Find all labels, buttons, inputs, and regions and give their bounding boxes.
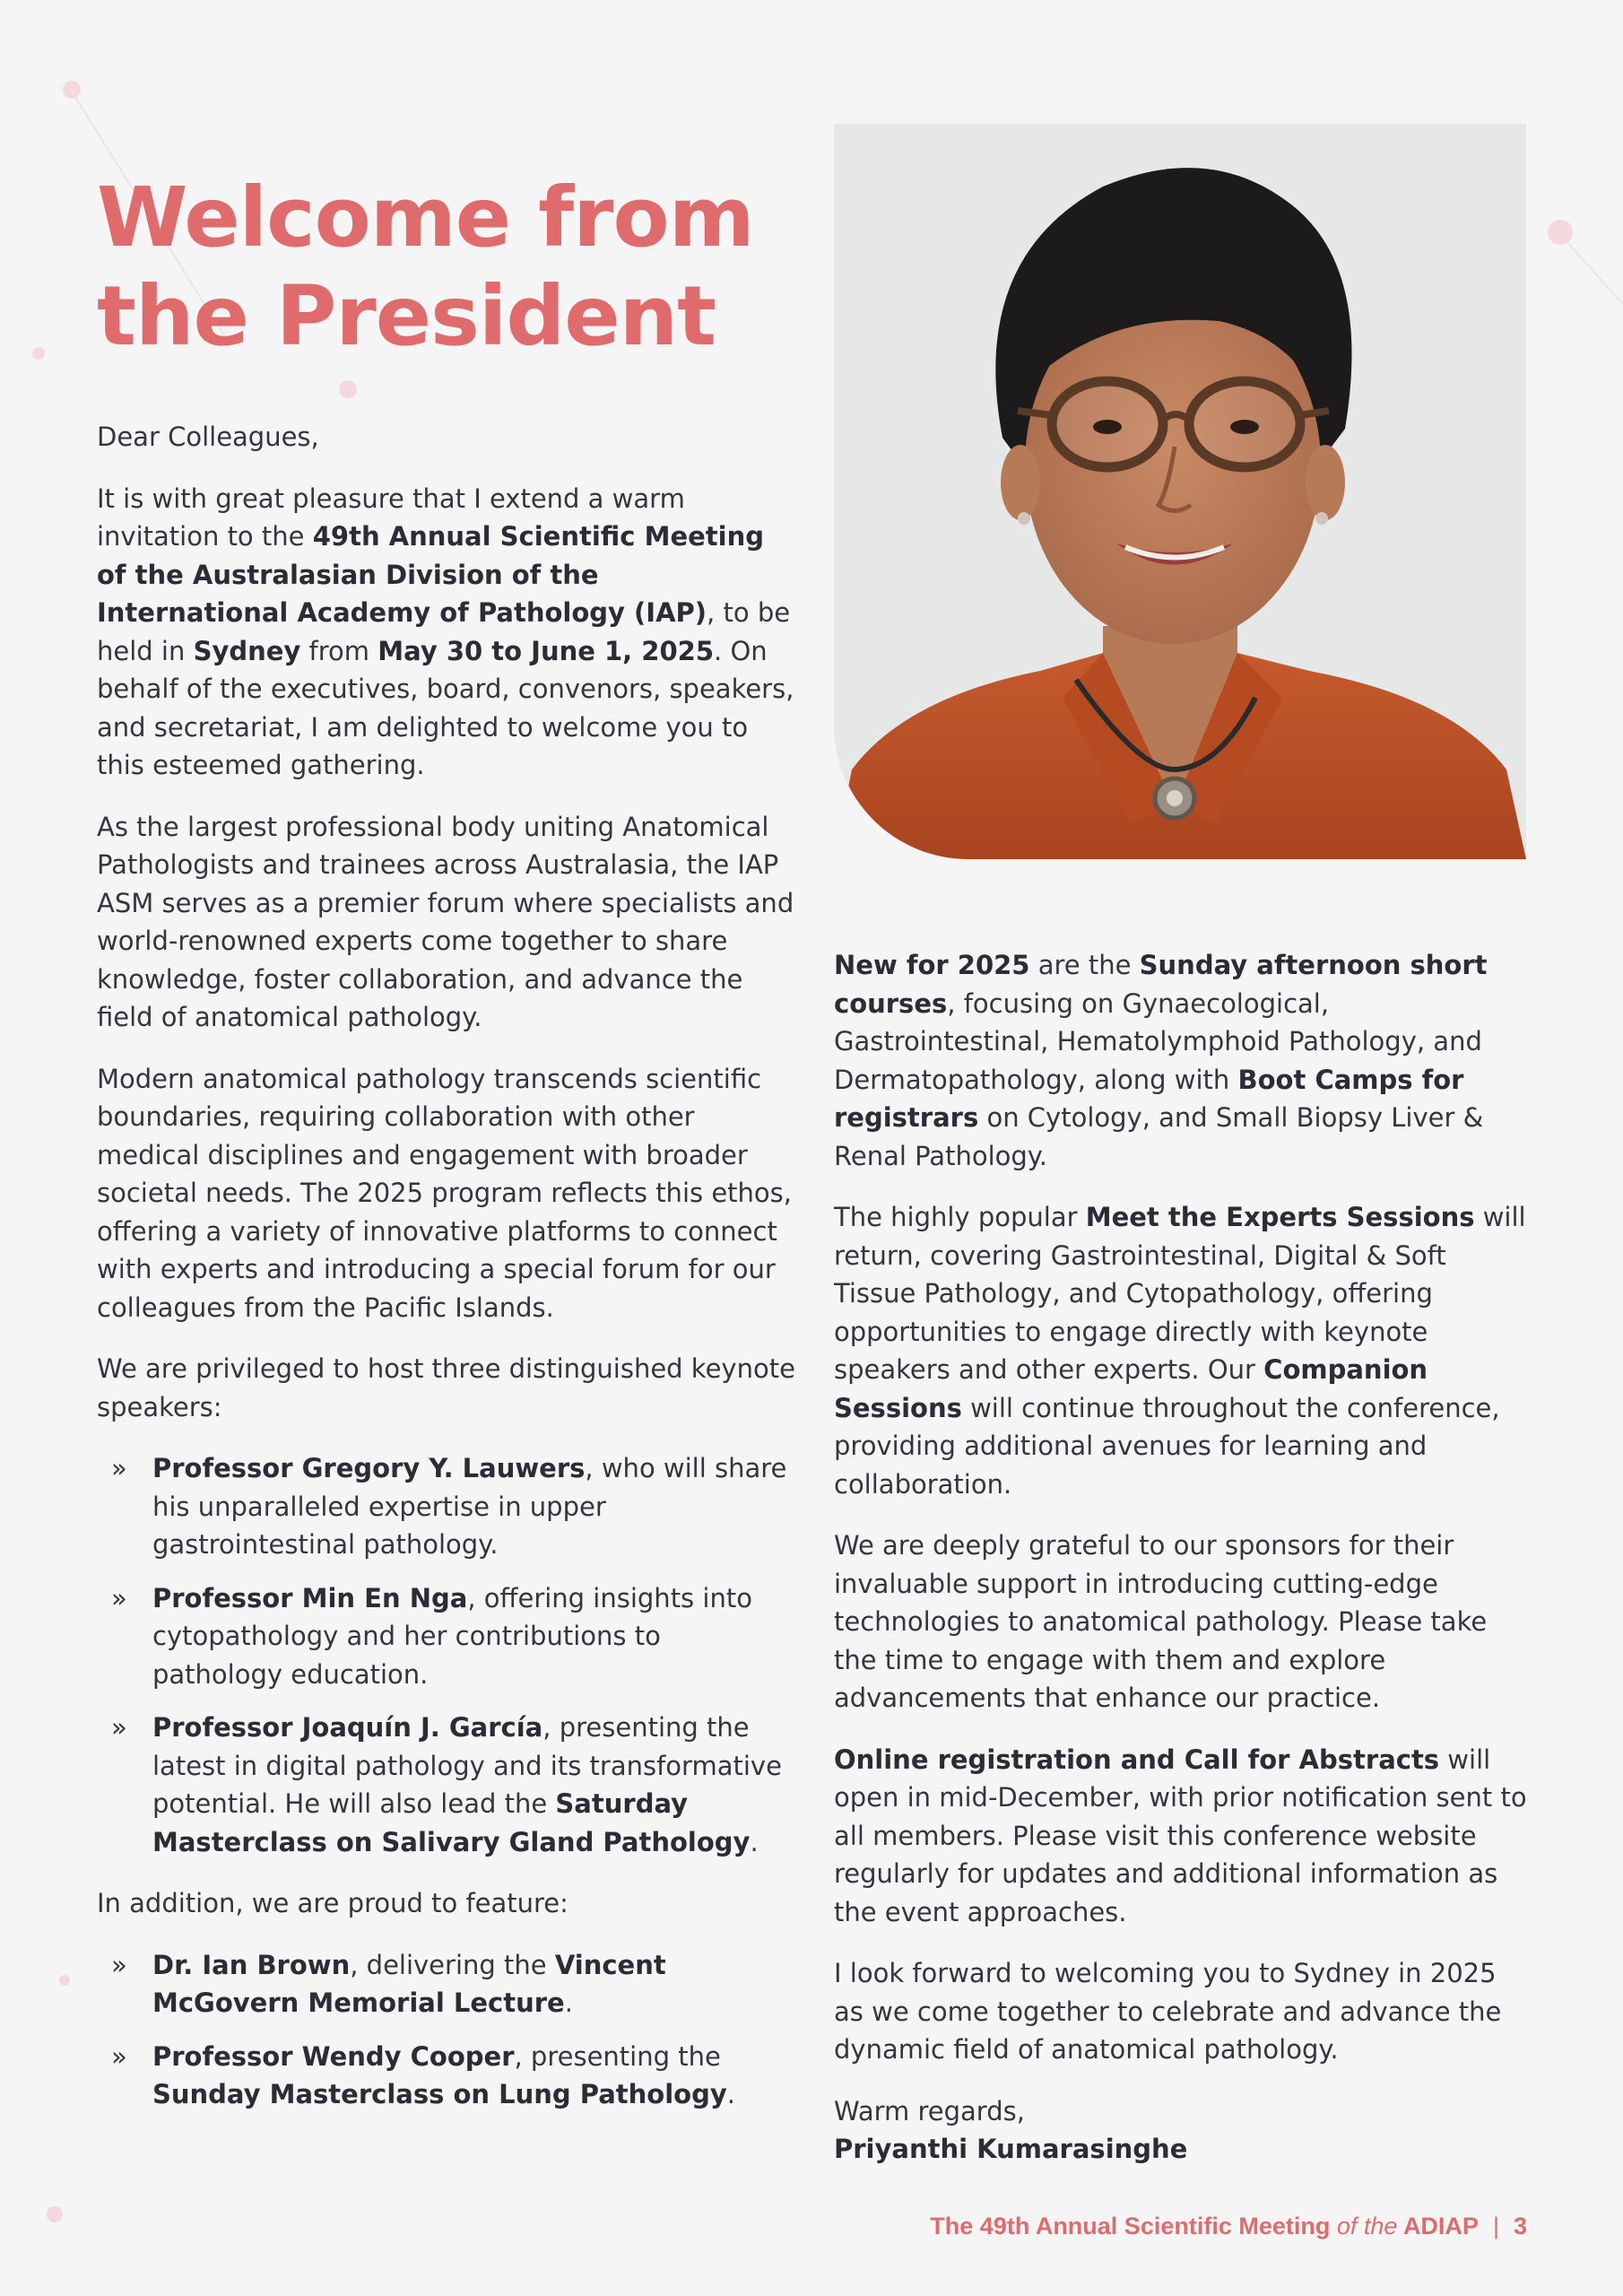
salutation: Dear Colleagues, xyxy=(97,422,319,452)
list-item xyxy=(97,2038,796,2114)
signoff xyxy=(834,2092,1533,2169)
footer-connector: of the xyxy=(1336,2213,1398,2239)
double-chevron-right-icon: » xyxy=(111,1712,127,1743)
text-run: . xyxy=(726,2079,735,2109)
president-photo xyxy=(834,124,1526,859)
intro-paragraph xyxy=(97,480,796,785)
text-run: are the xyxy=(1029,950,1140,980)
text-run: will continue throughout the conference, providing additional avenues for learning and collaboration. xyxy=(834,1392,1500,1500)
list-item xyxy=(97,1709,796,1861)
text-run: on Cytology, and Small Biopsy Liver & Renal Pathology. xyxy=(834,1102,1484,1171)
page-number: 3 xyxy=(1513,2213,1527,2239)
title-line-1: Welcome from xyxy=(97,170,754,265)
text-run: . On behalf of the executives, board, convenors, speakers, and secretariat, I am delighted to welcome you to this esteemed gathering. xyxy=(97,635,794,780)
text-run: , delivering the xyxy=(350,1949,555,1980)
text-run: , focusing on Gynaecological, Gastrointestinal, Hematolymphoid Pathology, and Dermatopathology, along with xyxy=(834,987,1482,1095)
list-item xyxy=(97,1946,796,2022)
city-name: Sydney xyxy=(193,635,301,666)
body-paragraph: In addition, we are proud to feature: xyxy=(97,1888,568,1918)
signature-name: Priyanthi Kumarasinghe xyxy=(834,2134,1188,2164)
body-paragraph: I look forward to welcoming you to Sydney in 2025 as we come together to celebrate and advance the dynamic field of anatomical pathology. xyxy=(834,1958,1502,2065)
speaker-name: Professor Gregory Y. Lauwers xyxy=(152,1453,586,1483)
text-run: It is with great pleasure that I extend a warm invitation to the xyxy=(97,483,685,552)
decorative-dot xyxy=(47,2206,63,2222)
text-run: , to be held in xyxy=(97,597,791,666)
footer-separator: | xyxy=(1492,2213,1499,2239)
session-name: Saturday Masterclass on Salivary Gland Pathology xyxy=(152,1788,751,1857)
session-name: Sunday Masterclass on Lung Pathology xyxy=(152,2079,727,2109)
text-run: from xyxy=(300,635,378,666)
title-line-2: the President xyxy=(97,268,716,364)
meeting-dates: May 30 to June 1, 2025 xyxy=(378,635,715,666)
bold-run: Boot Camps for registrars xyxy=(834,1064,1464,1133)
text-run: , who will share his unparalleled expertise in upper gastrointestinal pathology. xyxy=(152,1453,787,1560)
decorative-dot xyxy=(1548,220,1573,245)
body-paragraph: We are privileged to host three distinguished keynote speakers: xyxy=(97,1353,795,1422)
double-chevron-right-icon: » xyxy=(111,1453,127,1483)
right-column xyxy=(834,946,1533,2192)
page-footer xyxy=(930,2213,1527,2240)
list-item xyxy=(97,1579,796,1694)
page-title xyxy=(97,169,814,366)
left-column xyxy=(97,418,796,2137)
footer-meeting-title: The 49th Annual Scientific Meeting xyxy=(930,2213,1331,2239)
body-paragraph xyxy=(834,946,1533,1175)
text-run: The highly popular xyxy=(834,1202,1086,1232)
text-run: , presenting the xyxy=(514,2040,721,2072)
text-run: will return, covering Gastrointestinal, Digital & Soft Tissue Pathology, and Cytopathology, offering opportunities to engage directly with keynote speakers and other experts. Our xyxy=(834,1202,1526,1385)
bold-run: Online registration and Call for Abstracts xyxy=(834,1744,1440,1775)
body-paragraph: We are deeply grateful to our sponsors for their invaluable support in introducing cutting-edge technologies to anatomical pathology. Please take the time to engage with them and explore advancements that enhance our practice. xyxy=(834,1530,1488,1713)
keynote-list xyxy=(97,1449,796,1861)
bold-run: Sunday afternoon short courses xyxy=(834,950,1488,1019)
decorative-dot xyxy=(339,380,357,398)
footer-org: ADIAP xyxy=(1402,2213,1479,2239)
speaker-name: Dr. Ian Brown xyxy=(152,1949,351,1980)
session-name: Vincent McGovern Memorial Lecture xyxy=(152,1949,666,2018)
text-run: , presenting the latest in digital pathology and its transformative potential. He will also lead the xyxy=(152,1712,782,1819)
list-item xyxy=(97,1449,796,1564)
speaker-name: Professor Joaquín J. García xyxy=(152,1712,543,1743)
bold-run: New for 2025 xyxy=(834,950,1030,980)
bold-run: Meet the Experts Sessions xyxy=(1085,1202,1475,1232)
body-paragraph xyxy=(834,1198,1533,1503)
speaker-name: Professor Min En Nga xyxy=(152,1582,468,1613)
bold-run: Companion Sessions xyxy=(834,1354,1428,1423)
speaker-name: Professor Wendy Cooper xyxy=(152,2040,515,2072)
body-paragraph xyxy=(834,1741,1533,1932)
body-paragraph: As the largest professional body uniting Anatomical Pathologists and trainees across Australasia, the IAP ASM serves as a premier forum where specialists and world-renowned experts come together to share knowledge, foster collaboration, and advance the field of anatomical pathology. xyxy=(97,811,794,1032)
double-chevron-right-icon: » xyxy=(111,1949,127,1980)
decorative-dot xyxy=(59,1975,70,1986)
text-run: . xyxy=(750,1826,759,1857)
meeting-name: 49th Annual Scientific Meeting of the Australasian Division of the International Academy of Pathology (IAP) xyxy=(97,521,764,628)
decorative-dot xyxy=(32,347,45,360)
portrait-illustration xyxy=(834,124,1526,859)
text-run: , offering insights into cytopathology and her contributions to pathology education. xyxy=(152,1582,752,1690)
double-chevron-right-icon: » xyxy=(111,2040,127,2072)
double-chevron-right-icon: » xyxy=(111,1582,127,1613)
text-run: . xyxy=(564,1987,573,2018)
text-run: will open in mid-December, with prior notification sent to all members. Please visit this conference website regularly for updates and additional information as the event approaches. xyxy=(834,1744,1527,1927)
body-paragraph: Modern anatomical pathology transcends scientific boundaries, requiring collaboration with other medical disciplines and engagement with broader societal needs. The 2025 program reflects this ethos, offering a variety of innovative platforms to connect with experts and introducing a special forum for our colleagues from the Pacific Islands. xyxy=(97,1063,792,1323)
closing: Warm regards, xyxy=(834,2095,1025,2126)
decorative-line xyxy=(1559,233,1623,315)
feature-list xyxy=(97,1946,796,2114)
